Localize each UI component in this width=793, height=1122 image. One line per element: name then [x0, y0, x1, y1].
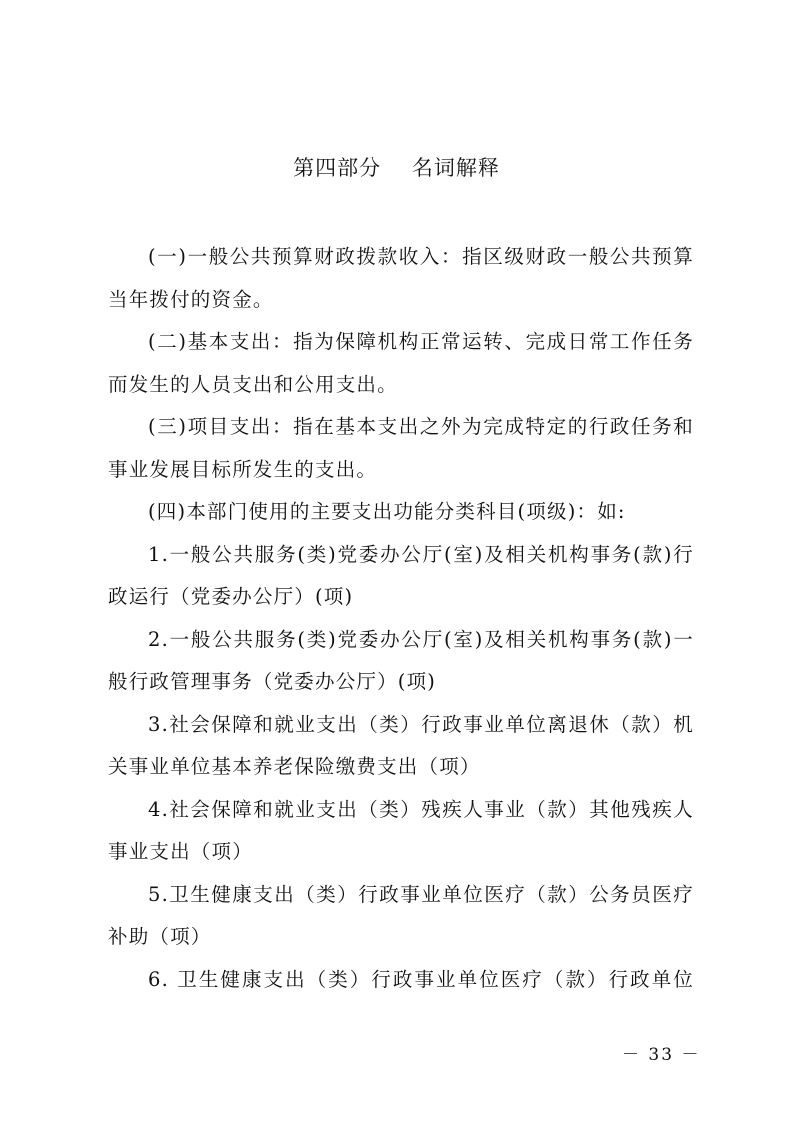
list-item-5: 5.卫生健康支出（类）行政事业单位医疗（款）公务员医疗补助（项）	[108, 882, 694, 948]
list-item-1: 1.一般公共服务(类)党委办公厅(室)及相关机构事务(款)行政运行（党委办公厅）(项)	[108, 542, 694, 608]
paragraph-main-expenditure-items: (四)本部门使用的主要支出功能分类科目(项级)：如:	[148, 500, 626, 523]
list-item-3: 3.社会保障和就业支出（类）行政事业单位离退休（款）机关事业单位基本养老保险缴费支出（项）	[108, 712, 694, 778]
section-title: 第四部分 名词解释	[293, 156, 500, 180]
page-number: － 33 －	[622, 1045, 701, 1065]
list-item-4: 4.社会保障和就业支出（类）残疾人事业（款）其他残疾人事业支出（项）	[108, 797, 694, 863]
document-body	[108, 236, 694, 1001]
paragraph-project-expenditure: (三)项目支出：指在基本支出之外为完成特定的行政任务和事业发展目标所发生的支出。	[108, 415, 694, 481]
paragraph-basic-expenditure: (二)基本支出：指为保障机构正常运转、完成日常工作任务而发生的人员支出和公用支出。	[108, 330, 694, 396]
list-item-2: 2.一般公共服务(类)党委办公厅(室)及相关机构事务(款)一般行政管理事务（党委办公厅）(项)	[108, 627, 694, 693]
list-item-6: 6. 卫生健康支出（类）行政事业单位医疗（款）行政单位	[148, 967, 694, 991]
paragraph-general-budget-revenue: (一)一般公共预算财政拨款收入：指区级财政一般公共预算当年拨付的资金。	[108, 245, 694, 311]
